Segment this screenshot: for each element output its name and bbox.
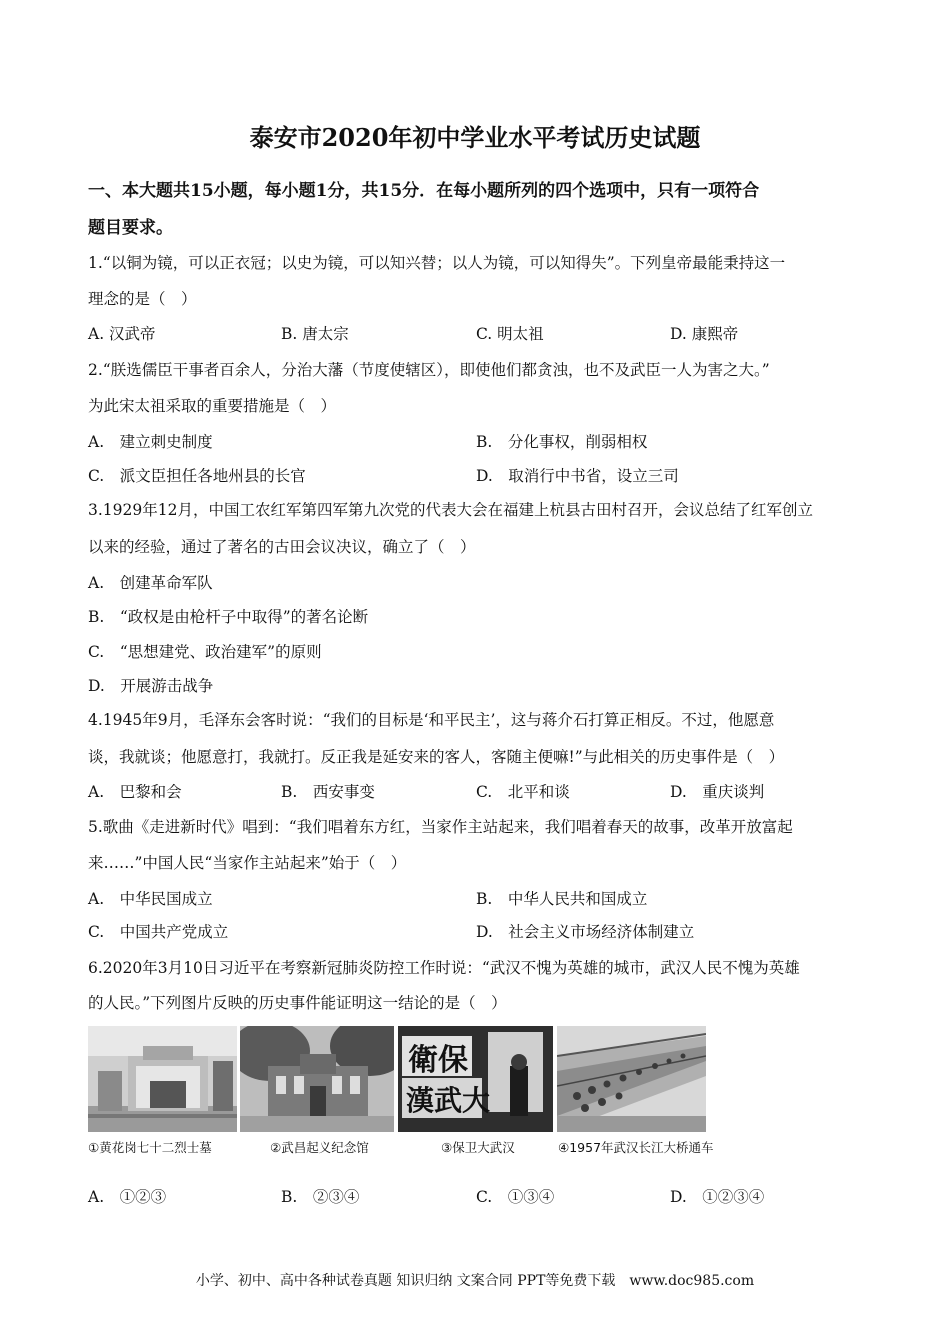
caption-photo-3: ③保卫大武汉 bbox=[441, 1140, 515, 1155]
q5-option-c: C. 中国共产党成立 bbox=[88, 923, 229, 941]
q5-stem-line2: 来……”中国人民“当家作主站起来”始于（ ） bbox=[88, 854, 407, 872]
q6-stem-line2: 的人民。”下列图片反映的历史事件能证明这一结论的是（ ） bbox=[88, 994, 507, 1012]
q4-option-b: B. 西安事变 bbox=[281, 783, 375, 801]
q3-stem-line2: 以来的经验，通过了著名的古田会议决议，确立了（ ） bbox=[88, 538, 476, 556]
q5-option-b: B. 中华人民共和国成立 bbox=[476, 890, 648, 908]
q2-option-c: C. 派文臣担任各地州县的长官 bbox=[88, 467, 306, 485]
caption-photo-4: ④1957年武汉长江大桥通车 bbox=[558, 1140, 714, 1155]
q3-option-c: C. “思想建党、政治建军”的原则 bbox=[88, 643, 322, 661]
photo-defend-wuhan bbox=[398, 1026, 553, 1132]
section-heading-line2: 题目要求。 bbox=[88, 218, 173, 238]
q5-option-a: A. 中华民国成立 bbox=[88, 890, 213, 908]
q3-option-b: B. “政权是由枪杆子中取得”的著名论断 bbox=[88, 608, 369, 626]
q2-option-d: D. 取消行中书省，设立三司 bbox=[476, 467, 679, 485]
page-title: 泰安市2020年初中学业水平考试历史试题 bbox=[249, 123, 701, 152]
q1-option-a: A. 汉武帝 bbox=[88, 325, 156, 343]
q5-stem-line1: 5.歌曲《走进新时代》唱到：“我们唱着东方红，当家作主站起来，我们唱着春天的故事，改革开放富起 bbox=[88, 818, 793, 836]
q1-stem-line1: 1.“以铜为镜，可以正衣冠；以史为镜，可以知兴替；以人为镜，可以知得失”。下列皇帝最能秉持这一 bbox=[88, 254, 786, 272]
q4-option-a: A. 巴黎和会 bbox=[88, 783, 182, 801]
photo-huanghuagang-tomb bbox=[88, 1026, 237, 1132]
sign-text-top: 衛保 bbox=[408, 1043, 468, 1078]
q2-stem-line1: 2.“朕选儒臣干事者百余人，分治大藩（节度使辖区），即使他们都贪浊，也不及武臣一人为害之大。” bbox=[88, 361, 770, 379]
q1-stem-line2: 理念的是（ ） bbox=[88, 290, 197, 308]
page-footer: 小学、初中、高中各种试卷真题 知识归纳 文案合同 PPT等免费下载 www.doc985.com bbox=[195, 1273, 755, 1289]
q4-stem-line1: 4.1945年9月，毛泽东会客时说：“我们的目标是‘和平民主’，这与蒋介石打算正相反。不过，他愿意 bbox=[88, 711, 775, 729]
caption-photo-2: ②武昌起义纪念馆 bbox=[270, 1140, 369, 1155]
sign-text-bottom: 漢武大 bbox=[406, 1084, 491, 1117]
photo-wuhan-bridge-opening bbox=[557, 1026, 706, 1132]
q3-option-d: D. 开展游击战争 bbox=[88, 677, 214, 695]
q4-stem-line2: 谈，我就谈；他愿意打，我就打。反正我是延安来的客人，客随主便嘛!”与此相关的历史事件是（ ） bbox=[88, 748, 785, 766]
q5-option-d: D. 社会主义市场经济体制建立 bbox=[476, 923, 695, 941]
q6-option-a: A. ①②③ bbox=[88, 1188, 167, 1206]
q1-option-b: B. 唐太宗 bbox=[281, 325, 349, 343]
q6-stem-line1: 6.2020年3月10日习近平在考察新冠肺炎防控工作时说：“武汉不愧为英雄的城市，武汉人民不愧为英雄 bbox=[88, 959, 800, 977]
q2-option-a: A. 建立刺史制度 bbox=[88, 433, 213, 451]
q1-option-c: C. 明太祖 bbox=[476, 325, 544, 343]
photo-wuchang-memorial-hall bbox=[240, 1026, 394, 1132]
q3-stem-line1: 3.1929年12月，中国工农红军第四军第九次党的代表大会在福建上杭县古田村召开，会议总结了红军创立 bbox=[88, 501, 813, 519]
q3-option-a: A. 创建革命军队 bbox=[88, 574, 213, 592]
q6-option-b: B. ②③④ bbox=[281, 1188, 360, 1206]
section-heading-line1: 一、本大题共15小题，每小题1分，共15分．在每小题所列的四个选项中，只有一项符合 bbox=[88, 181, 760, 201]
q6-option-c: C. ①③④ bbox=[476, 1188, 555, 1206]
q2-option-b: B. 分化事权，削弱相权 bbox=[476, 433, 648, 451]
q2-stem-line2: 为此宋太祖采取的重要措施是（ ） bbox=[88, 397, 337, 415]
q4-option-c: C. 北平和谈 bbox=[476, 783, 570, 801]
q6-option-d: D. ①②③④ bbox=[670, 1188, 765, 1206]
q4-option-d: D. 重庆谈判 bbox=[670, 783, 765, 801]
q1-option-d: D. 康熙帝 bbox=[670, 325, 739, 343]
caption-photo-1: ①黄花岗七十二烈士墓 bbox=[88, 1140, 212, 1155]
